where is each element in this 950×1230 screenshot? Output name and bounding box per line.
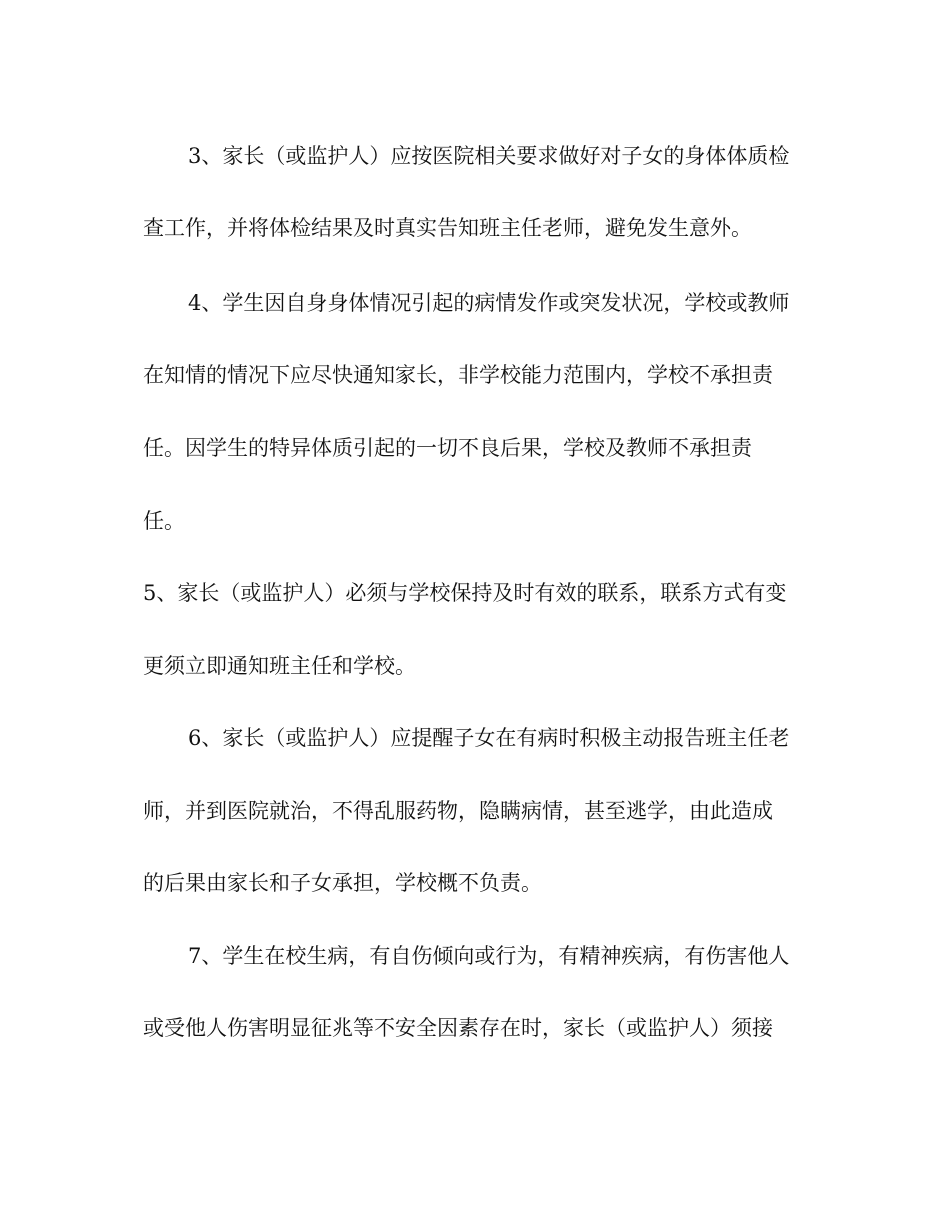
text-line: 5、家长（或监护人）必须与学校保持及时有效的联系，联系方式有变 bbox=[143, 581, 787, 605]
text-line: 更须立即通知班主任和学校。 bbox=[143, 654, 416, 678]
text-line: 任。因学生的特异体质引起的一切不良后果，学校及教师不承担责 bbox=[143, 436, 752, 460]
text-line: 任。 bbox=[143, 509, 185, 533]
text-line: 或受他人伤害明显征兆等不安全因素存在时，家长（或监护人）须接 bbox=[143, 1016, 773, 1040]
text-line: 的后果由家长和子女承担，学校概不负责。 bbox=[143, 871, 542, 895]
text-line: 查工作，并将体检结果及时真实告知班主任老师，避免发生意外。 bbox=[143, 216, 752, 240]
text-line: 7、学生在校生病，有自伤倾向或行为，有精神疾病，有伤害他人 bbox=[188, 944, 790, 968]
text-line: 4、学生因自身身体情况引起的病情发作或突发状况，学校或教师 bbox=[188, 291, 790, 315]
text-line: 3、家长（或监护人）应按医院相关要求做好对子女的身体体质检 bbox=[188, 144, 790, 168]
text-line: 在知情的情况下应尽快通知家长，非学校能力范围内，学校不承担责 bbox=[143, 363, 773, 387]
text-line: 师，并到医院就治，不得乱服药物，隐瞒病情，甚至逃学，由此造成 bbox=[143, 799, 773, 823]
text-line: 6、家长（或监护人）应提醒子女在有病时积极主动报告班主任老 bbox=[188, 726, 790, 750]
